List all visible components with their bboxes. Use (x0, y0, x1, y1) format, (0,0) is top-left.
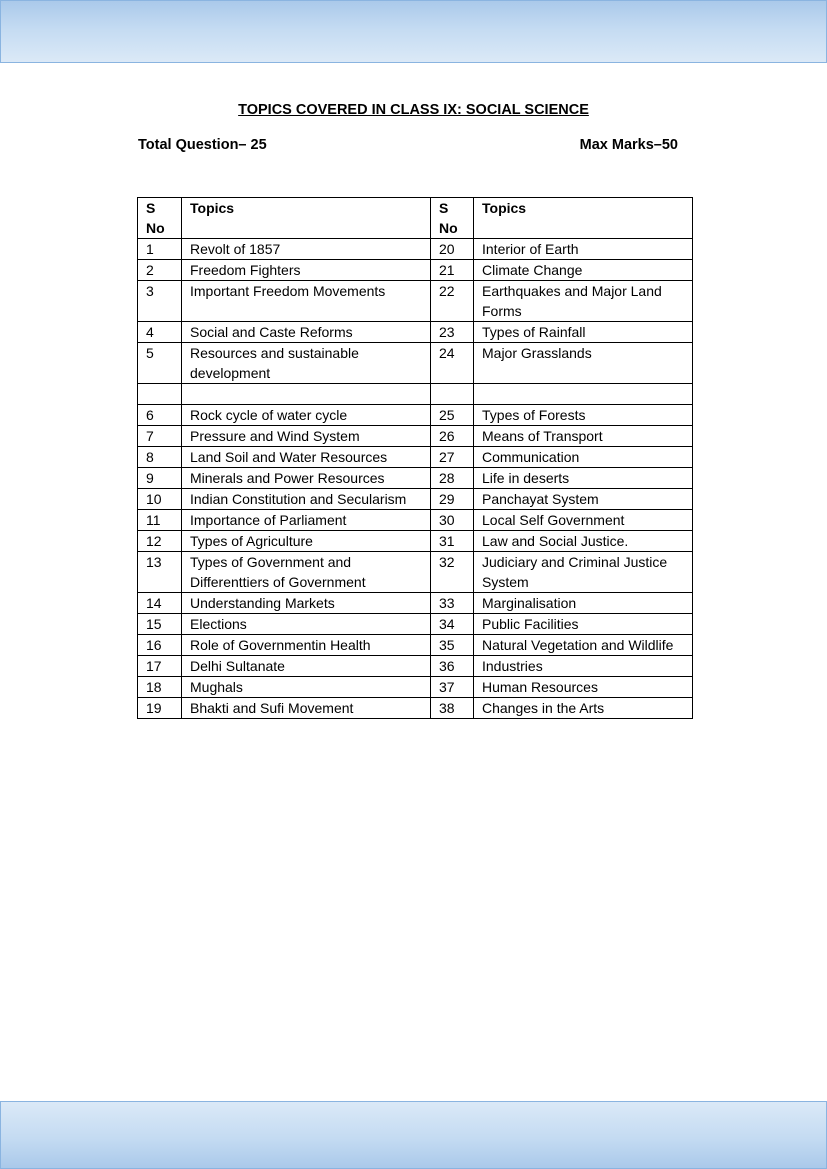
topic-cell: Bhakti and Sufi Movement (182, 698, 431, 719)
topic-cell: Indian Constitution and Secularism (182, 489, 431, 510)
sno-cell: 38 (431, 698, 474, 719)
table-row (138, 405, 693, 426)
topic-cell: Rock cycle of water cycle (182, 405, 431, 426)
sno-cell: 34 (431, 614, 474, 635)
sno-cell: 24 (431, 343, 474, 384)
table-row (138, 552, 693, 593)
topic-cell: Social and Caste Reforms (182, 322, 431, 343)
header-topics-right: Topics (474, 198, 693, 239)
sno-cell: 33 (431, 593, 474, 614)
max-marks-label: Max Marks–50 (579, 137, 678, 153)
table-row (138, 468, 693, 489)
topic-cell: Types of Government and Differenttiers of Government (182, 552, 431, 593)
table-row (138, 426, 693, 447)
topic-cell: Major Grasslands (474, 343, 693, 384)
table-row (138, 322, 693, 343)
sno-cell (138, 384, 182, 405)
sno-cell: 25 (431, 405, 474, 426)
topic-cell: Earthquakes and Major Land Forms (474, 281, 693, 322)
sno-cell: 17 (138, 656, 182, 677)
sno-cell: 6 (138, 405, 182, 426)
sno-cell: 13 (138, 552, 182, 593)
topic-cell: Types of Rainfall (474, 322, 693, 343)
topic-cell: Delhi Sultanate (182, 656, 431, 677)
table-row (138, 384, 693, 405)
table-row (138, 614, 693, 635)
sno-cell: 31 (431, 531, 474, 552)
sno-cell: 18 (138, 677, 182, 698)
header-topics-left: Topics (182, 198, 431, 239)
sno-cell: 5 (138, 343, 182, 384)
sno-cell: 37 (431, 677, 474, 698)
topic-cell: Judiciary and Criminal Justice System (474, 552, 693, 593)
total-question-label: Total Question– 25 (138, 137, 267, 153)
topic-cell: Elections (182, 614, 431, 635)
topic-cell: Communication (474, 447, 693, 468)
topic-cell: Minerals and Power Resources (182, 468, 431, 489)
sno-cell: 11 (138, 510, 182, 531)
topic-cell: Panchayat System (474, 489, 693, 510)
topic-cell: Freedom Fighters (182, 260, 431, 281)
topic-cell: Types of Forests (474, 405, 693, 426)
sno-cell: 35 (431, 635, 474, 656)
table-row (138, 343, 693, 384)
table-row (138, 698, 693, 719)
sno-cell: 32 (431, 552, 474, 593)
sno-cell: 20 (431, 239, 474, 260)
sno-cell: 16 (138, 635, 182, 656)
topic-cell: Pressure and Wind System (182, 426, 431, 447)
sno-cell: 30 (431, 510, 474, 531)
topic-cell: Life in deserts (474, 468, 693, 489)
table-row (138, 510, 693, 531)
header-band (0, 0, 827, 63)
sno-cell: 29 (431, 489, 474, 510)
sno-cell (431, 384, 474, 405)
topic-cell: Marginalisation (474, 593, 693, 614)
sno-cell: 26 (431, 426, 474, 447)
sno-cell: 10 (138, 489, 182, 510)
sno-cell: 27 (431, 447, 474, 468)
topic-cell: Resources and sustainable development (182, 343, 431, 384)
table-row (138, 635, 693, 656)
table-row (138, 531, 693, 552)
topic-cell: Public Facilities (474, 614, 693, 635)
table-header-row (138, 198, 693, 239)
table-row (138, 281, 693, 322)
table-row (138, 677, 693, 698)
footer-band (0, 1101, 827, 1169)
topic-cell: Means of Transport (474, 426, 693, 447)
sno-cell: 21 (431, 260, 474, 281)
sno-cell: 2 (138, 260, 182, 281)
topic-cell: Human Resources (474, 677, 693, 698)
sno-cell: 22 (431, 281, 474, 322)
topic-cell: Climate Change (474, 260, 693, 281)
topic-cell: Mughals (182, 677, 431, 698)
topic-cell: Types of Agriculture (182, 531, 431, 552)
sno-cell: 15 (138, 614, 182, 635)
topic-cell: Interior of Earth (474, 239, 693, 260)
topics-table (137, 197, 693, 719)
table-body (138, 239, 693, 719)
sno-cell: 1 (138, 239, 182, 260)
sno-cell: 28 (431, 468, 474, 489)
sno-cell: 23 (431, 322, 474, 343)
sno-cell: 3 (138, 281, 182, 322)
header-sno-right: S No (431, 198, 474, 239)
sno-cell: 7 (138, 426, 182, 447)
topic-cell: Land Soil and Water Resources (182, 447, 431, 468)
sno-cell: 12 (138, 531, 182, 552)
topic-cell: Importance of Parliament (182, 510, 431, 531)
topic-cell: Understanding Markets (182, 593, 431, 614)
table-row (138, 593, 693, 614)
topic-cell (182, 384, 431, 405)
topic-cell: Industries (474, 656, 693, 677)
table-row (138, 260, 693, 281)
topic-cell: Important Freedom Movements (182, 281, 431, 322)
sno-cell: 4 (138, 322, 182, 343)
table-row (138, 447, 693, 468)
table-row (138, 489, 693, 510)
sno-cell: 8 (138, 447, 182, 468)
sno-cell: 9 (138, 468, 182, 489)
header-sno-left: S No (138, 198, 182, 239)
sno-cell: 19 (138, 698, 182, 719)
sno-cell: 14 (138, 593, 182, 614)
topic-cell: Law and Social Justice. (474, 531, 693, 552)
topic-cell: Natural Vegetation and Wildlife (474, 635, 693, 656)
table-row (138, 656, 693, 677)
topic-cell (474, 384, 693, 405)
topic-cell: Revolt of 1857 (182, 239, 431, 260)
topic-cell: Changes in the Arts (474, 698, 693, 719)
sno-cell: 36 (431, 656, 474, 677)
page-title: TOPICS COVERED IN CLASS IX: SOCIAL SCIENCE (238, 102, 589, 118)
topic-cell: Local Self Government (474, 510, 693, 531)
topic-cell: Role of Governmentin Health (182, 635, 431, 656)
table-row (138, 239, 693, 260)
